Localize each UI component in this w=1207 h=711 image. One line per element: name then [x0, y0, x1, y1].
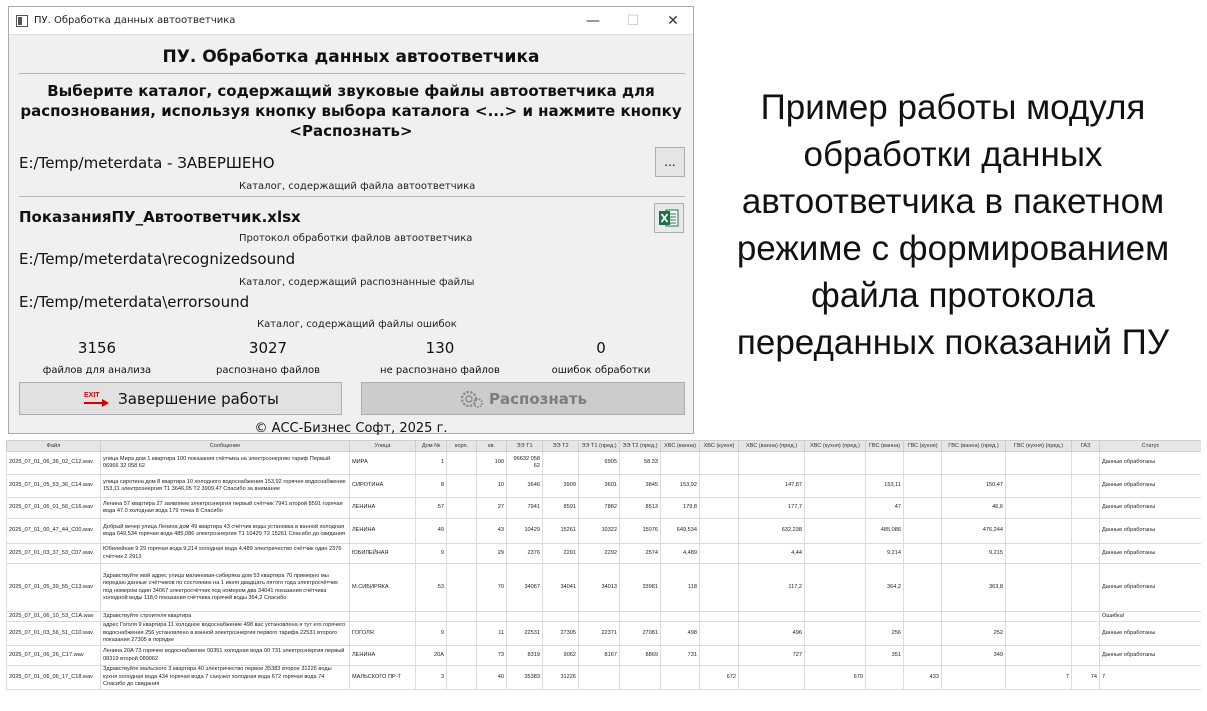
table-cell: 8167 — [579, 646, 620, 666]
table-cell — [661, 666, 700, 690]
column-header: ХВС (ванна) — [661, 441, 700, 452]
table-row[interactable] — [7, 452, 1202, 475]
table-cell — [805, 622, 866, 646]
table-cell — [1006, 612, 1072, 622]
table-row[interactable] — [7, 622, 1202, 646]
results-table-wrapper — [6, 440, 1201, 704]
table-cell: 22531 — [507, 622, 543, 646]
source-dir-caption: Каталог, содержащий файла автоответчика — [239, 181, 476, 192]
table-cell: 649,534 — [661, 519, 700, 544]
table-cell: Данные обработаны — [1100, 519, 1202, 544]
table-cell: 22371 — [579, 622, 620, 646]
table-cell — [904, 622, 942, 646]
table-cell: 3601 — [579, 475, 620, 498]
table-row[interactable] — [7, 612, 1202, 622]
table-cell: 27 — [477, 498, 507, 519]
table-cell — [1072, 622, 1100, 646]
side-caption-line: файла протокола — [811, 276, 1095, 315]
table-cell: 252 — [942, 622, 1006, 646]
column-header: ЭЭ Т2 (пред.) — [620, 441, 661, 452]
table-cell: 672 — [700, 666, 739, 690]
table-cell: 147,87 — [739, 475, 805, 498]
table-cell: Данные обработаны — [1100, 452, 1202, 475]
table-cell: Здравствуйте мой адрес улица малиновая-сибиряка дом 53 квартира 70 примерно мы передаю данные счётчиков по состоянию на 1 июля двадцать пятого года электросчётчик под номером один 34067 электросчётчик под номером два 34041 показания счётчика холодной воды 118,0 показания счётчика горячей воды 364,2 Спасибо — [101, 564, 350, 612]
table-cell — [942, 666, 1006, 690]
stat-files-recognized-label: распознано файлов — [215, 365, 321, 376]
table-cell — [543, 612, 579, 622]
table-cell: 2376 — [507, 544, 543, 564]
copyright: © АСС-Бизнес Софт, 2025 г. — [254, 421, 448, 436]
table-cell: Ленина 20А 73 горячее водоснабжение 00351 холодная вода 00 731 электроэнергия первый 08319 второй 089062 — [101, 646, 350, 666]
table-cell — [1006, 646, 1072, 666]
table-cell: 53 — [416, 564, 447, 612]
table-cell: Данные обработаны — [1100, 544, 1202, 564]
side-caption-line: Пример работы модуля — [760, 88, 1146, 127]
table-cell: 43 — [477, 519, 507, 544]
table-cell: 8591 — [543, 498, 579, 519]
table-cell — [477, 612, 507, 622]
table-cell — [447, 519, 477, 544]
table-header-row — [7, 441, 1202, 452]
table-row[interactable] — [7, 498, 1202, 519]
table-cell: 7941 — [507, 498, 543, 519]
stat-files-unrecognized-label: не распознано файлов — [380, 365, 500, 376]
table-cell: 27081 — [620, 622, 661, 646]
table-cell — [1072, 498, 1100, 519]
table-cell: Ошибка! — [1100, 612, 1202, 622]
table-cell: 96632 058 62 — [507, 452, 543, 475]
table-cell: 2025_07_01_06_06_17_C18.wav — [7, 666, 101, 690]
stat-files-unrecognized: 130 — [425, 339, 455, 357]
table-cell: Данные обработаны — [1100, 646, 1202, 666]
table-cell: 485,086 — [866, 519, 904, 544]
table-cell: Здравствуйте строителя квартира — [101, 612, 350, 622]
table-cell: 15261 — [543, 519, 579, 544]
table-cell: 7 — [1100, 666, 1202, 690]
instructions-text: Выберите каталог, содержащий звуковые файлы автоответчика для распознования, используя кнопку выбора каталога <...> и нажмите кнопку <Распознать> — [20, 82, 682, 140]
recognized-dir-caption: Каталог, содержащий распознанные файлы — [239, 277, 475, 288]
recognize-button-label: Распознать — [488, 389, 588, 408]
recognize-button[interactable] — [361, 382, 685, 415]
table-cell — [805, 475, 866, 498]
gears-icon — [459, 388, 485, 410]
table-row[interactable] — [7, 475, 1202, 498]
table-cell: 632,238 — [739, 519, 805, 544]
table-cell — [805, 612, 866, 622]
table-cell: 2292 — [579, 544, 620, 564]
table-cell — [447, 475, 477, 498]
table-cell — [739, 452, 805, 475]
table-cell — [447, 622, 477, 646]
close-button[interactable]: ✕ — [667, 12, 679, 29]
table-cell — [661, 452, 700, 475]
table-cell — [700, 475, 739, 498]
column-header: ГВС (ванна) (пред.) — [942, 441, 1006, 452]
table-cell: 33981 — [620, 564, 661, 612]
table-cell: 6905 — [579, 452, 620, 475]
column-header: ХВС (кухня) (пред.) — [805, 441, 866, 452]
table-row[interactable] — [7, 544, 1202, 564]
table-cell: 10 — [477, 475, 507, 498]
table-cell: 496 — [739, 622, 805, 646]
table-cell: 364,2 — [866, 564, 904, 612]
table-cell: 2025_07_01_05_53_36_C14.wav — [7, 475, 101, 498]
window-controls — [573, 7, 693, 34]
table-cell: 9062 — [543, 646, 579, 666]
table-cell: М.СИБИРЯКА — [350, 564, 416, 612]
table-cell: 20А — [416, 646, 447, 666]
app-window — [8, 6, 694, 434]
table-cell: 150,47 — [942, 475, 1006, 498]
window-content — [9, 35, 693, 436]
table-cell: 57 — [416, 498, 447, 519]
table-cell — [700, 622, 739, 646]
browse-button-label: ... — [664, 155, 676, 169]
table-cell: 34067 — [507, 564, 543, 612]
table-cell: 727 — [739, 646, 805, 666]
table-cell: 3 — [416, 666, 447, 690]
table-cell — [805, 646, 866, 666]
table-cell: 11 — [477, 622, 507, 646]
exit-icon — [82, 390, 112, 408]
table-cell: 27305 — [543, 622, 579, 646]
table-cell: 433 — [904, 666, 942, 690]
table-cell: 9,214 — [866, 544, 904, 564]
table-cell — [1006, 452, 1072, 475]
table-cell — [1006, 544, 1072, 564]
table-cell: 7882 — [579, 498, 620, 519]
table-row[interactable] — [7, 646, 1202, 666]
table-cell — [1072, 612, 1100, 622]
table-cell: улица Мира дом 1 квартира 100 показания счётчика на электроэнергию тариф Первый 06966 32 058 62 — [101, 452, 350, 475]
table-cell — [543, 452, 579, 475]
table-cell: Данные обработаны — [1100, 564, 1202, 612]
table-cell — [942, 452, 1006, 475]
table-cell — [350, 612, 416, 622]
source-dir-value: E:/Temp/meterdata - ЗАВЕРШЕНО — [19, 154, 275, 172]
table-cell — [1072, 646, 1100, 666]
table-row[interactable] — [7, 519, 1202, 544]
table-cell — [942, 612, 1006, 622]
table-cell: 49 — [416, 519, 447, 544]
table-cell: 2025_07_01_06_01_56_C16.wav — [7, 498, 101, 519]
table-cell — [805, 452, 866, 475]
table-cell — [620, 612, 661, 622]
finish-button[interactable] — [19, 382, 342, 415]
table-cell: 15076 — [620, 519, 661, 544]
table-cell: 256 — [866, 622, 904, 646]
table-cell: 9,215 — [942, 544, 1006, 564]
table-cell: 40 — [477, 666, 507, 690]
table-cell: 47 — [866, 498, 904, 519]
table-cell — [579, 666, 620, 690]
minimize-button[interactable]: — — [586, 12, 600, 29]
table-cell: 9 — [416, 544, 447, 564]
title-bar — [9, 7, 693, 35]
table-cell: 8319 — [507, 646, 543, 666]
table-cell — [1006, 564, 1072, 612]
column-header: ГАЗ — [1072, 441, 1100, 452]
column-header: корп. — [447, 441, 477, 452]
app-icon — [16, 15, 28, 27]
table-cell — [1072, 544, 1100, 564]
table-cell: Добрый вечер улица Ленина дом 49 квартира 43 счётчик воды установка в ванной холодная вода 649,534 горячая вода 485,086 электроэнергия Т1 10429 Т2 15261 Спасибо до свидания — [101, 519, 350, 544]
column-header: Файл — [7, 441, 101, 452]
table-cell — [700, 519, 739, 544]
column-header: Сообщение — [101, 441, 350, 452]
table-cell — [447, 544, 477, 564]
table-cell — [447, 646, 477, 666]
table-cell: 73 — [477, 646, 507, 666]
column-header: ЭЭ Т2 — [543, 441, 579, 452]
table-cell: 2025_07_01_06_36_02_C12.wav — [7, 452, 101, 475]
column-header: Дом № — [416, 441, 447, 452]
table-cell: 70 — [477, 564, 507, 612]
side-caption — [704, 84, 1202, 366]
column-header: ГВС (кухня) — [904, 441, 942, 452]
table-cell: Данные обработаны — [1100, 498, 1202, 519]
table-cell: 153,92 — [661, 475, 700, 498]
table-cell: 2025_07_01_03_56_51_C10.wav — [7, 622, 101, 646]
column-header: ГВС (ванна) — [866, 441, 904, 452]
finish-button-label: Завершение работы — [118, 389, 279, 408]
table-cell — [904, 452, 942, 475]
table-cell — [447, 666, 477, 690]
results-table — [6, 440, 1201, 690]
window-title: ПУ. Обработка данных автоответчика — [34, 15, 236, 26]
table-cell — [904, 475, 942, 498]
table-cell: 35383 — [507, 666, 543, 690]
table-cell: 4,489 — [661, 544, 700, 564]
table-cell: 363,8 — [942, 564, 1006, 612]
table-cell: 3646 — [507, 475, 543, 498]
table-cell — [739, 612, 805, 622]
stat-errors-label: ошибок обработки — [551, 365, 651, 376]
table-cell: 498 — [661, 622, 700, 646]
error-dir-caption: Каталог, содержащий файлы ошибок — [257, 319, 457, 330]
page-title: ПУ. Обработка данных автоответчика — [162, 47, 540, 67]
table-cell — [700, 564, 739, 612]
table-cell: Данные обработаны — [1100, 475, 1202, 498]
table-cell: 118 — [661, 564, 700, 612]
open-excel-button[interactable] — [654, 203, 684, 233]
table-cell: 74 — [1072, 666, 1100, 690]
table-cell — [904, 519, 942, 544]
table-cell: 34041 — [543, 564, 579, 612]
table-cell — [805, 544, 866, 564]
table-cell: Здравствуйте мальского 3 квартира 40 электричество первое 35383 второе 31226 воды кухня холодная вода 434 горячая вода 7 санузел холодная вода 672 горячая вода 74 Спасибо до свидания — [101, 666, 350, 690]
svg-text:EXIT: EXIT — [84, 391, 100, 399]
divider — [19, 73, 685, 74]
table-cell: Данные обработаны — [1100, 622, 1202, 646]
table-cell: 179,8 — [661, 498, 700, 519]
stat-files-total: 3156 — [77, 339, 117, 357]
table-cell — [700, 612, 739, 622]
table-cell — [1072, 452, 1100, 475]
table-cell: 177,7 — [739, 498, 805, 519]
table-cell — [700, 544, 739, 564]
side-caption-line: автоответчика в пакетном — [741, 182, 1165, 221]
table-cell — [904, 646, 942, 666]
column-header: ЭЭ Т1 (пред.) — [579, 441, 620, 452]
table-cell — [620, 666, 661, 690]
table-cell — [447, 452, 477, 475]
table-cell: 153,11 — [866, 475, 904, 498]
table-cell: 31226 — [543, 666, 579, 690]
table-cell — [805, 498, 866, 519]
stat-files-total-label: файлов для анализа — [42, 365, 152, 376]
table-cell: 3909 — [543, 475, 579, 498]
stat-errors: 0 — [596, 339, 606, 357]
table-cell — [700, 646, 739, 666]
protocol-file-value: ПоказанияПУ_Автоответчик.xlsx — [19, 208, 301, 226]
column-header: Улица — [350, 441, 416, 452]
table-cell — [904, 544, 942, 564]
table-cell: 9 — [416, 622, 447, 646]
table-cell: 29 — [477, 544, 507, 564]
table-cell: 2025_07_01_00_47_44_C00.wav — [7, 519, 101, 544]
table-cell: ЮБИЛЕЙНАЯ — [350, 544, 416, 564]
excel-icon — [658, 207, 680, 229]
table-cell: Юбилейная 9 29 горячая вода 9,214 холодная вода 4,489 электричество счётчик один 2376 счётчик 2 2913 — [101, 544, 350, 564]
error-dir-value: E:/Temp/meterdata\errorsound — [19, 293, 250, 311]
table-cell — [1072, 475, 1100, 498]
table-cell: 58.33 — [620, 452, 661, 475]
table-cell: 10322 — [579, 519, 620, 544]
table-cell: адрес Гоголя 9 квартира 11 холодное водоснабжение 498 вас установлена я тут его горячего водоснабжения 256 установлено в ванной электроэнергия первого тарифа 22531 второго показания 27305 в порядке — [101, 622, 350, 646]
table-cell — [866, 452, 904, 475]
table-cell: Ленина 57 квартира 27 заявляем электроэнергия первый счётчик 7941 второй 8591 горячая вода 47.0 холодная вода 179 точка 8 Спасибо — [101, 498, 350, 519]
table-cell: СИРОТИНА — [350, 475, 416, 498]
table-cell: 2025_07_01_03_37_53_C07.wav — [7, 544, 101, 564]
table-cell — [904, 564, 942, 612]
table-cell — [700, 498, 739, 519]
table-cell — [447, 612, 477, 622]
table-cell — [1006, 475, 1072, 498]
table-cell: улица сиротина дом 8 квартира 10 холодного водоснабжения 153,92 горячее водоснабжение 153,11 электроэнергия Т1 3646,05 Т2 3909,47 Спасибо за внимание — [101, 475, 350, 498]
table-cell — [507, 612, 543, 622]
table-cell — [579, 612, 620, 622]
table-cell: 8513 — [620, 498, 661, 519]
side-caption-line: режиме с формированием — [736, 229, 1170, 268]
table-cell: 10429 — [507, 519, 543, 544]
table-cell — [904, 498, 942, 519]
table-cell: 476,244 — [942, 519, 1006, 544]
table-cell — [416, 612, 447, 622]
table-cell — [1006, 519, 1072, 544]
protocol-caption: Протокол обработки файлов автоответчика — [239, 233, 473, 244]
side-caption-line: переданных показаний ПУ — [736, 323, 1170, 362]
table-cell: 2025_07_01_06_10_53_C1A.wav — [7, 612, 101, 622]
table-cell: 2574 — [620, 544, 661, 564]
column-header: Статус — [1100, 441, 1202, 452]
column-header: ХВС (ванна) (пред.) — [739, 441, 805, 452]
table-row[interactable] — [7, 564, 1202, 612]
column-header: ХВС (кухня) — [700, 441, 739, 452]
table-cell — [1072, 519, 1100, 544]
table-cell: 46,6 — [942, 498, 1006, 519]
column-header: ЭЭ Т1 — [507, 441, 543, 452]
table-cell: 8869 — [620, 646, 661, 666]
table-cell: 7 — [1006, 666, 1072, 690]
table-cell: 4,44 — [739, 544, 805, 564]
table-cell: 117,2 — [739, 564, 805, 612]
table-cell — [805, 519, 866, 544]
table-cell — [739, 666, 805, 690]
table-cell — [1006, 622, 1072, 646]
table-cell: 670 — [805, 666, 866, 690]
table-cell: МАЛЬСКОГО ПР-Т — [350, 666, 416, 690]
column-header: ГВС (кухня) (пред.) — [1006, 441, 1072, 452]
browse-folder-button[interactable] — [655, 147, 685, 177]
table-cell — [700, 452, 739, 475]
table-cell: 731 — [661, 646, 700, 666]
table-cell — [447, 564, 477, 612]
table-cell — [866, 666, 904, 690]
recognized-dir-value: E:/Temp/meterdata\recognizedsound — [19, 250, 296, 268]
table-cell: ГОГОЛЯ — [350, 622, 416, 646]
table-cell — [805, 564, 866, 612]
table-cell: ЛЕНИНА — [350, 646, 416, 666]
table-cell: 34013 — [579, 564, 620, 612]
table-cell — [1006, 498, 1072, 519]
stat-files-recognized: 3027 — [248, 339, 288, 357]
table-cell: 2025_07_01_05_39_55_C13.wav — [7, 564, 101, 612]
divider — [19, 196, 685, 197]
table-cell: ЛЕНИНА — [350, 498, 416, 519]
table-cell: МИРА — [350, 452, 416, 475]
table-cell — [447, 498, 477, 519]
table-cell: 1 — [416, 452, 447, 475]
table-cell: ЛЕНИНА — [350, 519, 416, 544]
table-cell: 100 — [477, 452, 507, 475]
column-header: кв. — [477, 441, 507, 452]
table-cell: 8 — [416, 475, 447, 498]
table-row[interactable] — [7, 666, 1202, 690]
table-cell: 3845 — [620, 475, 661, 498]
table-cell — [904, 612, 942, 622]
maximize-button[interactable]: ☐ — [626, 12, 640, 29]
table-cell: 349 — [942, 646, 1006, 666]
table-cell: 351 — [866, 646, 904, 666]
table-cell — [661, 612, 700, 622]
table-cell: 2025_07_01_06_26_C17.wav — [7, 646, 101, 666]
table-cell — [1072, 564, 1100, 612]
table-cell — [866, 612, 904, 622]
table-cell: 2291 — [543, 544, 579, 564]
side-caption-line: обработки данных — [803, 135, 1103, 174]
